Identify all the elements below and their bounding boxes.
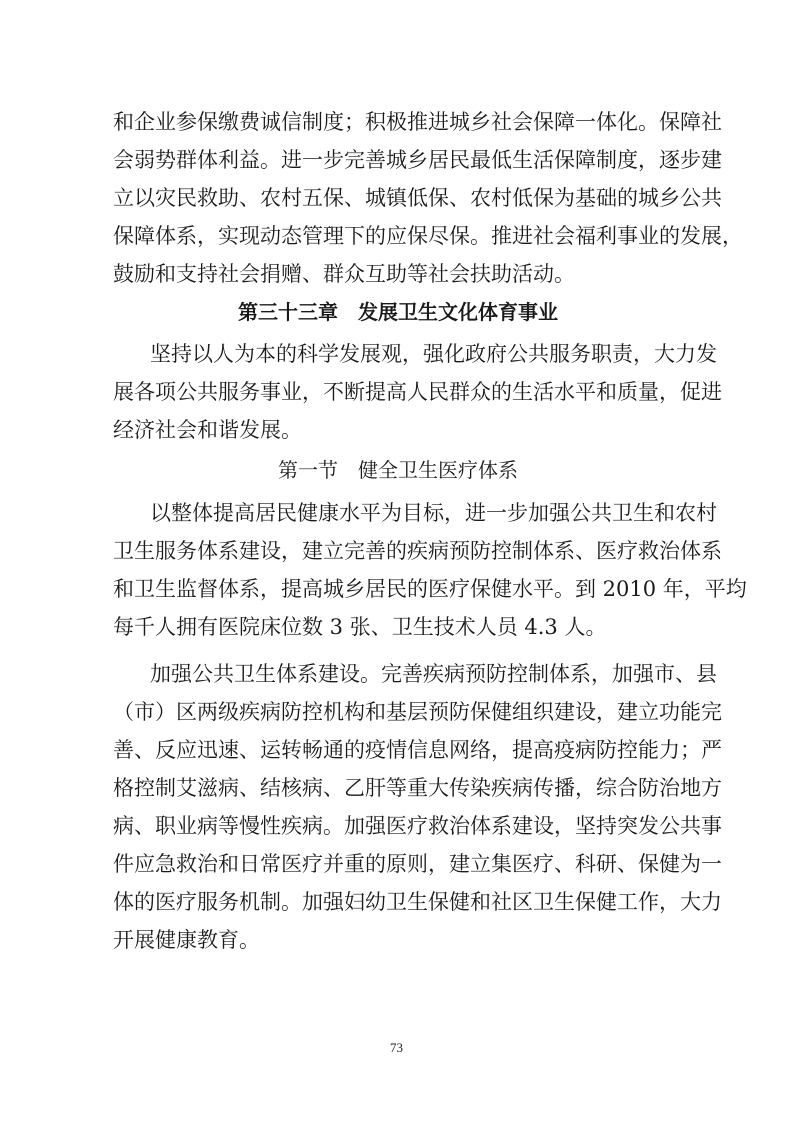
paragraph-1-line-1: 和企业参保缴费诚信制度；积极推进城乡社会保障一体化。保障社 <box>113 110 722 134</box>
paragraph-4-line-8: 开展健康教育。 <box>113 928 260 952</box>
paragraph-1-line-5: 鼓励和支持社会捐赠、群众互助等社会扶助活动。 <box>113 262 575 286</box>
paragraph-4-line-4: 格控制艾滋病、结核病、乙肝等重大传染疾病传播，综合防治地方 <box>113 776 722 800</box>
paragraph-4-line-6: 件应急救治和日常医疗并重的原则，建立集医疗、科研、保健为一 <box>113 852 722 876</box>
paragraph-1-line-4: 保障体系，实现动态管理下的应保尽保。推进社会福利事业的发展， <box>113 224 743 248</box>
paragraph-2-line-1: 坚持以人为本的科学发展观，强化政府公共服务职责，大力发 <box>150 342 717 366</box>
paragraph-1-line-3: 立以灾民救助、农村五保、城镇低保、农村低保为基础的城乡公共 <box>113 186 722 210</box>
section-title: 第一节 健全卫生医疗体系 <box>278 458 518 482</box>
paragraph-2-line-3: 经济社会和谐发展。 <box>113 418 302 442</box>
paragraph-1-line-2: 会弱势群体利益。进一步完善城乡居民最低生活保障制度，逐步建 <box>113 148 722 172</box>
paragraph-2-line-2: 展各项公共服务事业，不断提高人民群众的生活水平和质量，促进 <box>113 380 722 404</box>
paragraph-4-line-1: 加强公共卫生体系建设。完善疾病预防控制体系，加强市、县 <box>150 662 717 686</box>
paragraph-4-line-3: 善、反应迅速、运转畅通的疫情信息网络，提高疫病防控能力；严 <box>113 738 722 762</box>
paragraph-4-line-7: 体的医疗服务机制。加强妇幼卫生保健和社区卫生保健工作，大力 <box>113 890 722 914</box>
chapter-title: 第三十三章 发展卫生文化体育事业 <box>238 300 558 324</box>
page-number: 73 <box>390 1040 403 1055</box>
paragraph-3-line-2: 卫生服务体系建设，建立完善的疾病预防控制体系、医疗救治体系 <box>113 539 722 563</box>
paragraph-4-line-2: （市）区两级疾病防控机构和基层预防保健组织建设，建立功能完 <box>113 700 722 724</box>
paragraph-3-line-1: 以整体提高居民健康水平为目标，进一步加强公共卫生和农村 <box>150 501 717 525</box>
paragraph-3-line-4: 每千人拥有医院床位数 3 张、卫生技术人员 4.3 人。 <box>113 615 607 639</box>
paragraph-3-line-3: 和卫生监督体系，提高城乡居民的医疗保健水平。到 2010 年，平均 <box>113 577 747 601</box>
paragraph-4-line-5: 病、职业病等慢性疾病。加强医疗救治体系建设，坚持突发公共事 <box>113 814 722 838</box>
